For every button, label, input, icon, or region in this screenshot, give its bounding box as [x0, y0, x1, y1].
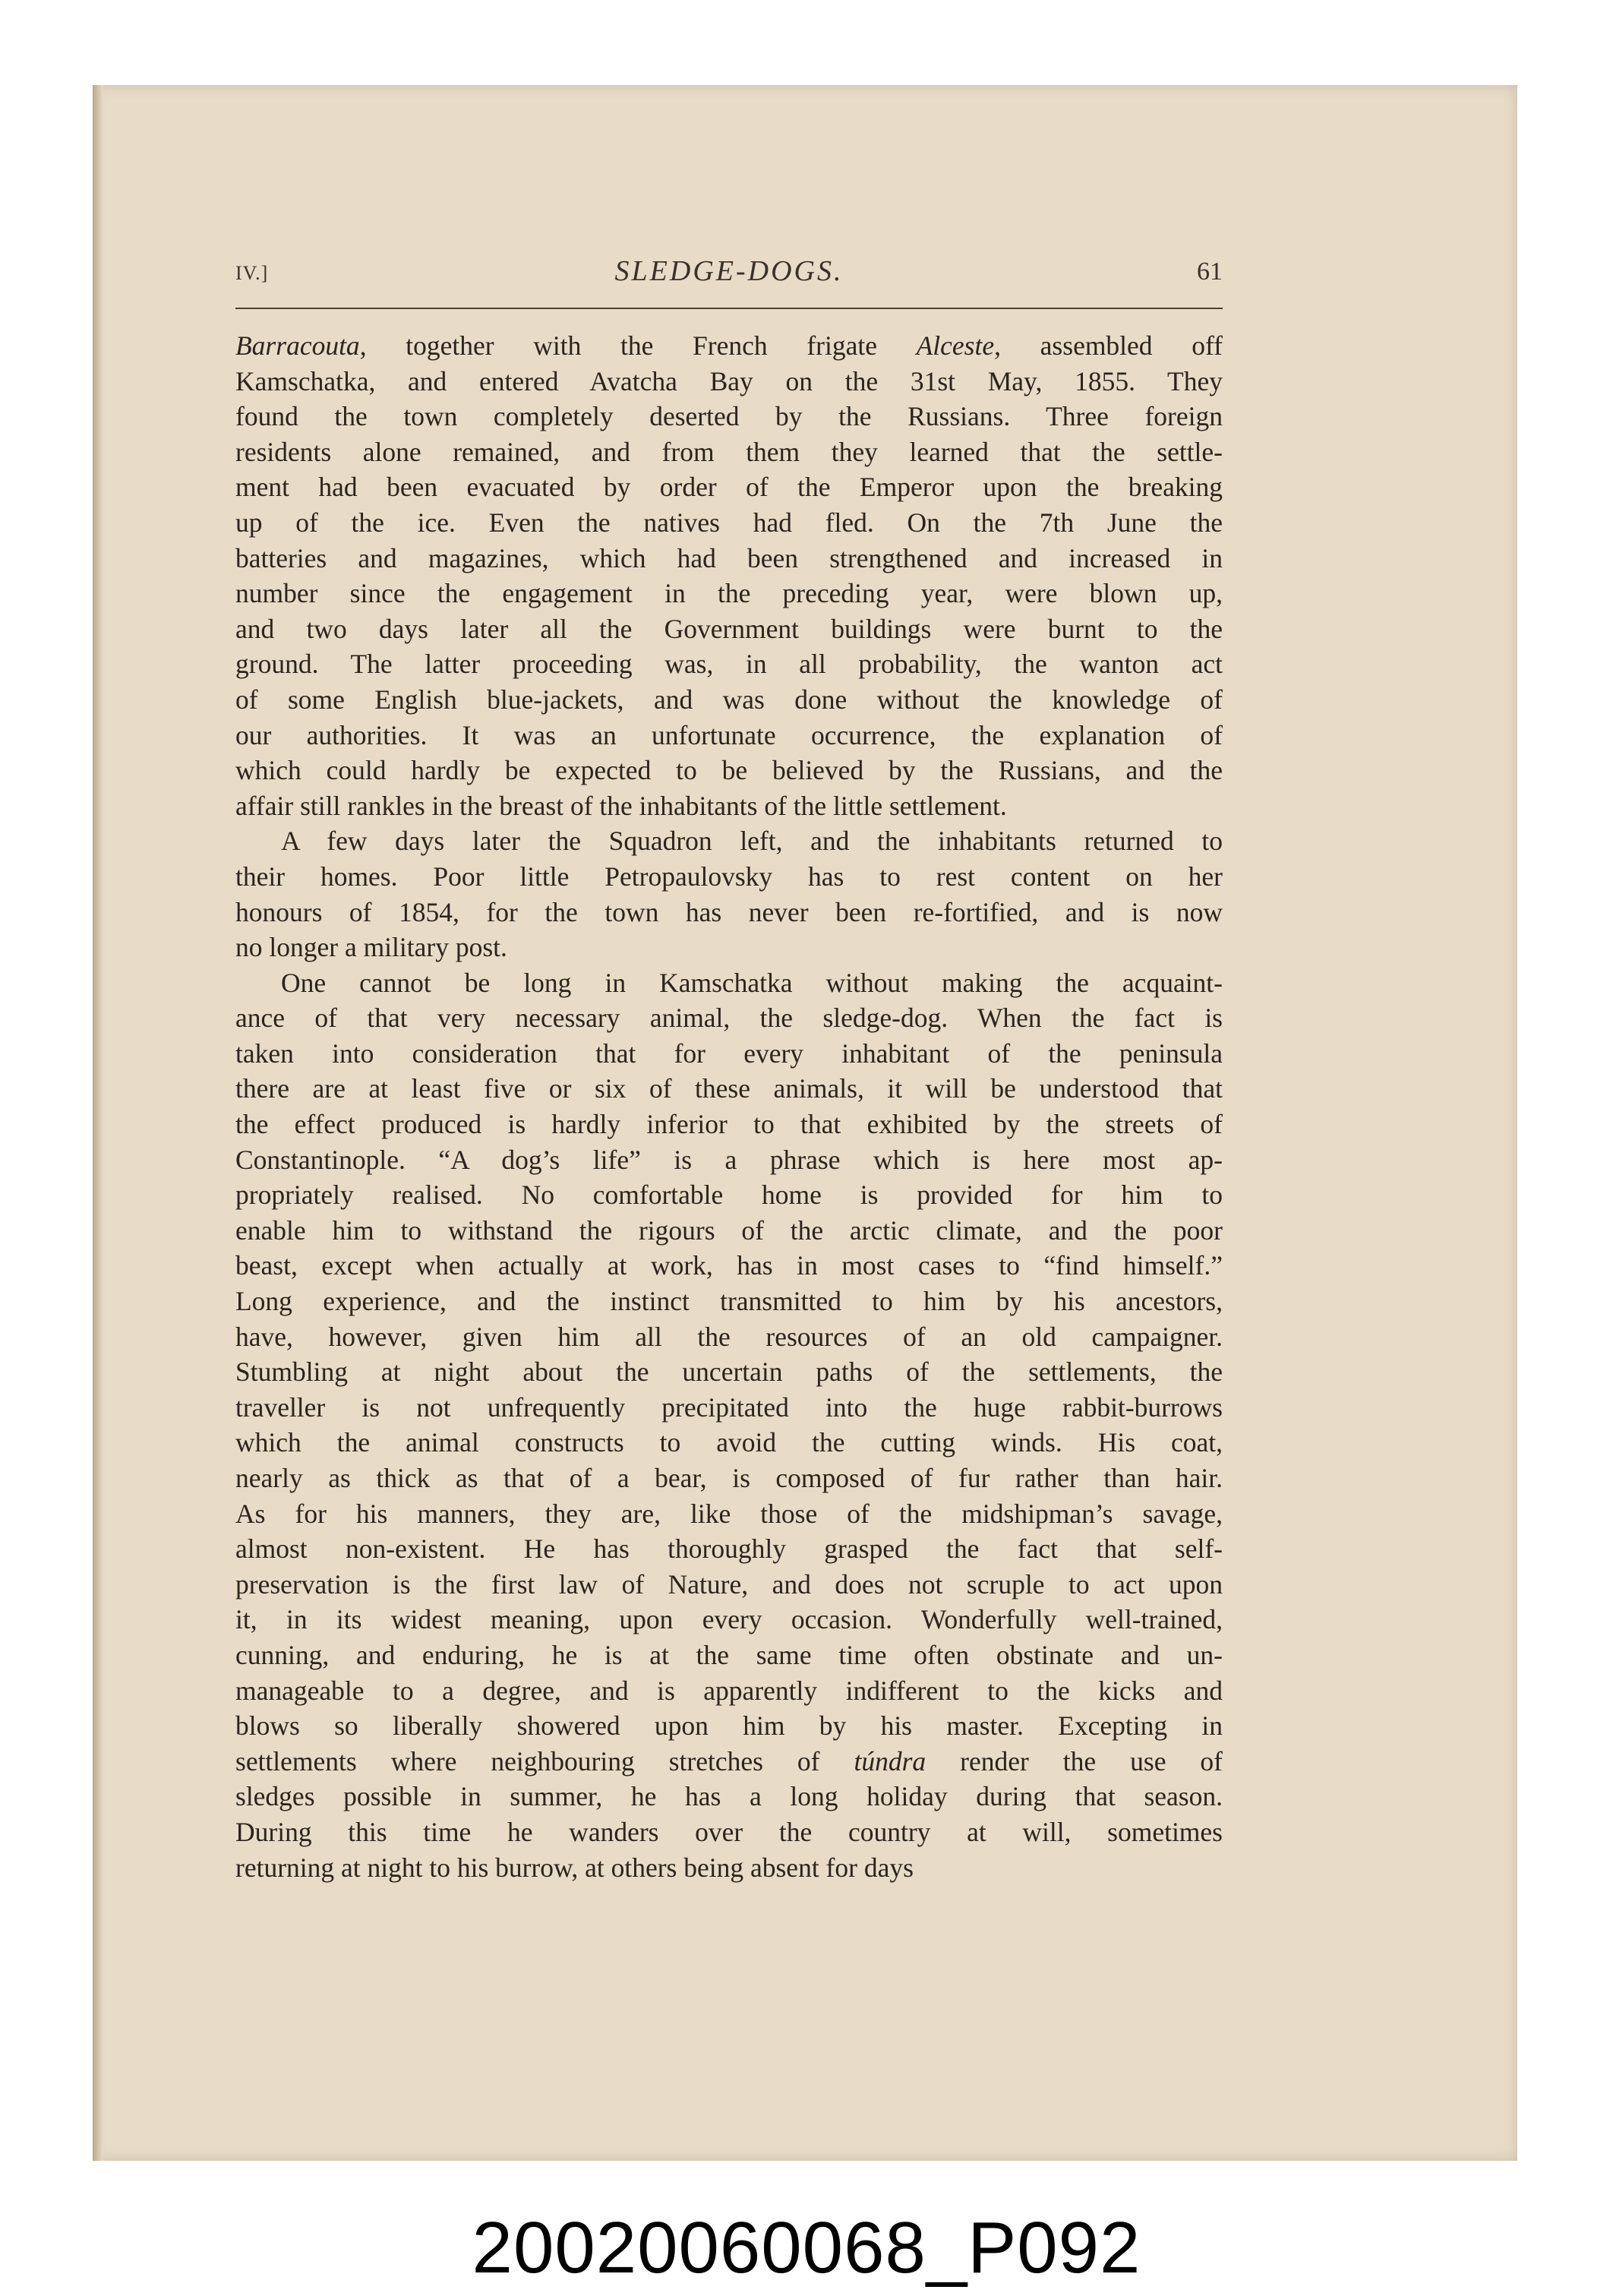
- text-line: [235, 364, 1223, 400]
- text-line: [235, 1248, 1223, 1284]
- text-line: [235, 1142, 1223, 1178]
- text-line: [235, 1496, 1223, 1532]
- text-line: [235, 541, 1223, 576]
- text-run: honours of 1854, for the town has never been re-fortified, and is now: [235, 896, 1223, 927]
- text-line: [235, 718, 1223, 753]
- text-run: no longer a military post.: [235, 932, 507, 963]
- text-line: [235, 1107, 1223, 1142]
- page-shadow-edge: [93, 85, 103, 2161]
- body-text: [235, 328, 1223, 1885]
- text-run: As for his manners, they are, like those of the midshipman’s savage,: [235, 1498, 1223, 1529]
- text-line: [235, 1779, 1223, 1814]
- text-line: [235, 1071, 1223, 1107]
- catalog-number: 20020060068_P092: [472, 2207, 1141, 2288]
- italic-text: Barracouta: [235, 330, 360, 361]
- text-run: residents alone remained, and from them they learned that the settle-: [235, 436, 1223, 467]
- text-run: beast, except when actually at work, has in most cases to “find himself.”: [235, 1250, 1223, 1281]
- text-run: Kamschatka, and entered Avatcha Bay on the 31st May, 1855. They: [235, 365, 1223, 396]
- text-line: [235, 1531, 1223, 1567]
- text-line: [235, 1354, 1223, 1390]
- header-rule: [235, 308, 1223, 309]
- text-line: [235, 859, 1223, 895]
- text-run: almost non-existent. He has thoroughly grasped the fact that self-: [235, 1533, 1223, 1565]
- text-run: Constantinople. “A dog’s life” is a phrase which is here most ap-: [235, 1144, 1223, 1175]
- text-line: [235, 930, 1223, 965]
- text-run: ground. The latter proceeding was, in all probability, the wanton act: [235, 649, 1223, 680]
- text-run: it, in its widest meaning, upon every occasion. Wonderfully well-trained,: [235, 1604, 1223, 1635]
- text-line: [235, 1319, 1223, 1355]
- text-run: and two days later all the Government buildings were burnt to the: [235, 613, 1223, 644]
- text-run: During this time he wanders over the country at will, sometimes: [235, 1816, 1223, 1847]
- text-line: [235, 1036, 1223, 1072]
- text-line: [235, 753, 1223, 788]
- text-line: [235, 1850, 1223, 1886]
- text-run: propriately realised. No comfortable home is provided for him to: [235, 1180, 1223, 1211]
- text-run: Long experience, and the instinct transmitted to him by his ancestors,: [235, 1286, 1223, 1317]
- text-line: [235, 823, 1223, 859]
- text-line: [235, 682, 1223, 718]
- text-line: [235, 788, 1223, 824]
- text-run: number since the engagement in the preceding year, were blown up,: [235, 578, 1223, 609]
- text-line: [235, 1213, 1223, 1249]
- text-line: [235, 965, 1223, 1001]
- text-run: ment had been evacuated by order of the Emperor upon the breaking: [235, 472, 1223, 503]
- running-title: SLEDGE-DOGS.: [614, 255, 844, 287]
- text-line: [235, 1000, 1223, 1036]
- text-run: , assembled off: [994, 330, 1223, 361]
- text-run: traveller is not unfrequently precipitated into the huge rabbit-burrows: [235, 1391, 1223, 1423]
- text-line: [235, 895, 1223, 930]
- text-line: [235, 1814, 1223, 1850]
- text-run: returning at night to his burrow, at others being absent for days: [235, 1852, 914, 1883]
- italic-text: túndra: [854, 1745, 926, 1776]
- text-run: up of the ice. Even the natives had fled. On the 7th June the: [235, 507, 1223, 538]
- italic-text: Alceste: [916, 330, 995, 361]
- text-run: sledges possible in summer, he has a long holiday during that season.: [235, 1781, 1223, 1812]
- text-line: [235, 1425, 1223, 1461]
- text-line: [235, 646, 1223, 682]
- text-run: ance of that very necessary animal, the sledge-dog. When the fact is: [235, 1003, 1223, 1034]
- text-line: [235, 328, 1223, 364]
- text-run: , together with the French frigate: [359, 330, 917, 361]
- text-run: render the use of: [926, 1745, 1223, 1776]
- text-run: their homes. Poor little Petropaulovsky has to rest content on her: [235, 861, 1223, 892]
- text-line: [235, 1602, 1223, 1638]
- text-line: [235, 576, 1223, 611]
- text-run: settlements where neighbouring stretches of: [235, 1745, 854, 1776]
- text-run: the effect produced is hardly inferior to that exhibited by the streets of: [235, 1109, 1223, 1140]
- text-run: affair still rankles in the breast of the inhabitants of the little settlement.: [235, 790, 1007, 821]
- text-run: batteries and magazines, which had been strengthened and increased in: [235, 542, 1223, 573]
- text-run: blows so liberally showered upon him by his master. Excepting in: [235, 1710, 1223, 1742]
- text-line: [235, 469, 1223, 505]
- text-line: [235, 1390, 1223, 1426]
- page-number: 61: [1197, 257, 1223, 286]
- text-run: manageable to a degree, and is apparently indifferent to the kicks and: [235, 1675, 1223, 1706]
- text-line: [235, 1708, 1223, 1744]
- text-run: cunning, and enduring, he is at the same time often obstinate and un-: [235, 1639, 1223, 1670]
- text-line: [235, 1638, 1223, 1673]
- text-run: taken into consideration that for every inhabitant of the peninsula: [235, 1037, 1223, 1069]
- text-run: One cannot be long in Kamschatka without making the acquaint-: [281, 967, 1223, 998]
- text-line: [235, 399, 1223, 434]
- text-run: of some English blue-jackets, and was done without the knowledge of: [235, 684, 1223, 715]
- text-run: enable him to withstand the rigours of the arctic climate, and the poor: [235, 1214, 1223, 1246]
- text-line: [235, 1461, 1223, 1496]
- running-head: [235, 254, 1223, 300]
- text-run: have, however, given him all the resources of an old campaigner.: [235, 1321, 1223, 1352]
- text-run: found the town completely deserted by the Russians. Three foreign: [235, 401, 1223, 432]
- text-line: [235, 611, 1223, 647]
- text-line: [235, 434, 1223, 470]
- chapter-marker: IV.]: [235, 262, 269, 284]
- text-run: which could hardly be expected to be believed by the Russians, and the: [235, 755, 1223, 786]
- text-line: [235, 1744, 1223, 1780]
- text-run: Stumbling at night about the uncertain paths of the settlements, the: [235, 1356, 1223, 1388]
- text-run: there are at least five or six of these animals, it will be understood that: [235, 1073, 1223, 1104]
- text-run: preservation is the first law of Nature, and does not scruple to act upon: [235, 1568, 1223, 1600]
- text-line: [235, 1567, 1223, 1603]
- text-run: A few days later the Squadron left, and the inhabitants returned to: [281, 826, 1223, 857]
- text-line: [235, 1284, 1223, 1319]
- text-run: which the animal constructs to avoid the cutting winds. His coat,: [235, 1427, 1223, 1458]
- text-line: [235, 1673, 1223, 1709]
- text-run: our authorities. It was an unfortunate occurrence, the explanation of: [235, 719, 1223, 750]
- text-line: [235, 1177, 1223, 1213]
- text-run: nearly as thick as that of a bear, is composed of fur rather than hair.: [235, 1463, 1223, 1493]
- text-line: [235, 505, 1223, 541]
